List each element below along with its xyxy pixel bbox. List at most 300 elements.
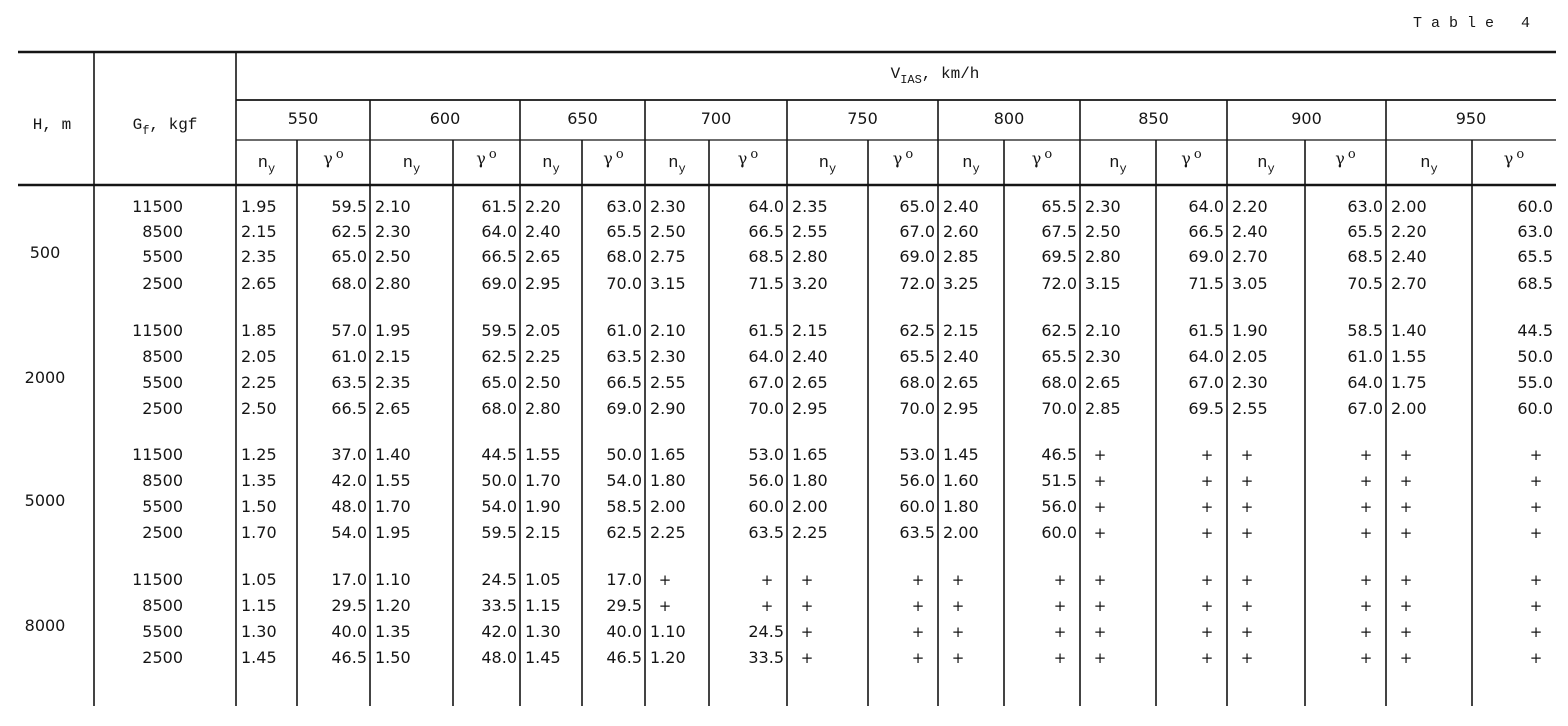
- bank-angle-value: 40.0: [331, 622, 367, 641]
- load-factor-header: $n_y$: [668, 154, 686, 176]
- bank-angle-value: 72.0: [1041, 274, 1077, 293]
- load-factor-value: 2.15: [792, 321, 828, 340]
- load-factor-value: 2.10: [1085, 321, 1121, 340]
- bank-angle-header-sup: o: [1044, 147, 1053, 162]
- load-factor-value: 2.50: [1085, 222, 1121, 241]
- load-factor-na: +: [1399, 649, 1413, 667]
- bank-angle-value: 68.5: [1517, 274, 1553, 293]
- load-factor-value: 2.30: [1232, 373, 1268, 392]
- bank-angle-value: 59.5: [331, 197, 367, 216]
- load-factor-value: 2.95: [525, 274, 561, 293]
- load-factor-header: $n_y$: [1257, 154, 1275, 176]
- load-factor-na: +: [951, 649, 965, 667]
- bank-angle-value: 62.5: [606, 523, 642, 542]
- bank-angle-value: 48.0: [331, 497, 367, 516]
- load-factor-value: 2.55: [650, 373, 686, 392]
- bank-angle-value: 68.0: [606, 247, 642, 266]
- speed-header-600: 600: [429, 109, 461, 128]
- load-factor-value: 1.85: [241, 321, 277, 340]
- bank-angle-value: 50.0: [1517, 347, 1553, 366]
- bank-angle-na: +: [1200, 597, 1214, 615]
- load-factor-na: +: [1240, 649, 1254, 667]
- bank-angle-value: 42.0: [481, 622, 517, 641]
- bank-angle-na: +: [1359, 597, 1373, 615]
- table-label: T a b l e 4: [1412, 15, 1530, 32]
- load-factor-value: 2.05: [241, 347, 277, 366]
- load-factor-value: 2.95: [792, 399, 828, 418]
- bank-angle-value: 61.5: [481, 197, 517, 216]
- load-factor-value: 2.10: [650, 321, 686, 340]
- load-factor-value: 1.10: [650, 622, 686, 641]
- load-factor-value: 1.05: [525, 570, 561, 589]
- bank-angle-header: γ $^o$: [1031, 147, 1053, 168]
- load-factor-value: 2.80: [792, 247, 828, 266]
- altitude-8000: 8000: [24, 616, 66, 635]
- load-factor-value: 1.65: [650, 445, 686, 464]
- load-factor-value: 2.70: [1391, 274, 1427, 293]
- load-factor-na: +: [951, 571, 965, 589]
- bank-angle-value: 67.5: [1041, 222, 1077, 241]
- load-factor-value: 3.25: [943, 274, 979, 293]
- load-factor-value: 2.30: [375, 222, 411, 241]
- bank-angle-value: 54.0: [606, 471, 642, 490]
- load-factor-value: 1.70: [241, 523, 277, 542]
- bank-angle-value: 65.5: [1517, 247, 1553, 266]
- load-factor-value: 1.15: [525, 596, 561, 615]
- bank-angle-value: 24.5: [748, 622, 784, 641]
- load-factor-value: 2.25: [525, 347, 561, 366]
- load-factor-header-sub: y: [413, 162, 421, 176]
- load-factor-value: 1.80: [943, 497, 979, 516]
- load-factor-value: 1.40: [1391, 321, 1427, 340]
- bank-angle-header-sup: o: [1347, 147, 1356, 162]
- bank-angle-value: 68.0: [481, 399, 517, 418]
- bank-angle-header-sup: o: [615, 147, 624, 162]
- load-factor-value: 2.90: [650, 399, 686, 418]
- load-factor-value: 1.95: [375, 321, 411, 340]
- load-factor-value: 1.15: [241, 596, 277, 615]
- bank-angle-value: 60.0: [1041, 523, 1077, 542]
- load-factor-value: 2.95: [943, 399, 979, 418]
- bank-angle-value: 46.5: [1041, 445, 1077, 464]
- load-factor-value: 2.15: [241, 222, 277, 241]
- bank-angle-value: 64.0: [1188, 347, 1224, 366]
- bank-angle-value: 53.0: [748, 445, 784, 464]
- bank-angle-na: +: [1053, 623, 1067, 641]
- load-factor-na: +: [800, 649, 814, 667]
- load-factor-value: 3.15: [650, 274, 686, 293]
- bank-angle-value: 63.5: [899, 523, 935, 542]
- load-factor-header: $n_y$: [542, 154, 560, 176]
- load-factor-value: 2.05: [525, 321, 561, 340]
- bank-angle-na: +: [1529, 597, 1543, 615]
- load-factor-na: +: [1399, 524, 1413, 542]
- weight-value: 8500: [142, 347, 183, 366]
- bank-angle-na: +: [911, 571, 925, 589]
- speed-header-800: 800: [993, 109, 1025, 128]
- load-factor-value: 1.50: [375, 648, 411, 667]
- bank-angle-value: 44.5: [481, 445, 517, 464]
- load-factor-value: 3.15: [1085, 274, 1121, 293]
- load-factor-value: 2.50: [525, 373, 561, 392]
- load-factor-header-sub: y: [1267, 162, 1275, 176]
- bank-angle-value: 70.0: [748, 399, 784, 418]
- weight-value: 11500: [132, 570, 183, 589]
- bank-angle-value: 69.0: [481, 274, 517, 293]
- load-factor-na: +: [1240, 571, 1254, 589]
- bank-angle-value: 58.5: [1347, 321, 1383, 340]
- load-factor-value: 1.05: [241, 570, 277, 589]
- speed-header-950: 950: [1455, 109, 1487, 128]
- load-factor-value: 2.65: [375, 399, 411, 418]
- load-factor-na: +: [800, 571, 814, 589]
- load-factor-value: 2.40: [792, 347, 828, 366]
- bank-angle-value: 70.0: [606, 274, 642, 293]
- bank-angle-value: 68.0: [899, 373, 935, 392]
- bank-angle-na: +: [911, 649, 925, 667]
- bank-angle-value: 70.0: [899, 399, 935, 418]
- bank-angle-na: +: [1200, 623, 1214, 641]
- load-factor-value: 1.90: [1232, 321, 1268, 340]
- load-factor-na: +: [1399, 623, 1413, 641]
- bank-angle-value: 63.0: [1347, 197, 1383, 216]
- speed-header-850: 850: [1138, 109, 1169, 128]
- load-factor-value: 2.30: [650, 347, 686, 366]
- altitude-5000: 5000: [24, 491, 66, 510]
- speed-header-900: 900: [1291, 109, 1322, 128]
- bank-angle-na: +: [1529, 623, 1543, 641]
- load-factor-value: 2.70: [1232, 247, 1268, 266]
- weight-value: 2500: [142, 399, 183, 418]
- load-factor-value: 2.05: [1232, 347, 1268, 366]
- load-factor-value: 2.85: [1085, 399, 1121, 418]
- load-factor-na: +: [1240, 524, 1254, 542]
- bank-angle-value: 17.0: [606, 570, 642, 589]
- bank-angle-value: 69.0: [1188, 247, 1224, 266]
- bank-angle-na: +: [1053, 597, 1067, 615]
- bank-angle-value: 56.0: [748, 471, 784, 490]
- bank-angle-value: 63.5: [331, 373, 367, 392]
- load-factor-value: 2.35: [792, 197, 828, 216]
- weight-value: 8500: [142, 596, 183, 615]
- load-factor-value: 1.95: [375, 523, 411, 542]
- header-speed-sub-tail: , km/h: [921, 65, 980, 83]
- load-factor-na: +: [951, 623, 965, 641]
- load-factor-na: +: [1093, 649, 1107, 667]
- bank-angle-na: +: [1200, 649, 1214, 667]
- bank-angle-na: +: [1053, 649, 1067, 667]
- load-factor-value: 2.30: [650, 197, 686, 216]
- bank-angle-value: 57.0: [331, 321, 367, 340]
- bank-angle-header-sup: o: [905, 147, 914, 162]
- bank-angle-value: 67.0: [1188, 373, 1224, 392]
- bank-angle-value: 69.0: [899, 247, 935, 266]
- bank-angle-value: 51.5: [1041, 471, 1077, 490]
- load-factor-na: +: [658, 597, 672, 615]
- load-factor-value: 1.30: [525, 622, 561, 641]
- load-factor-value: 2.50: [650, 222, 686, 241]
- weight-value: 11500: [132, 445, 183, 464]
- bank-angle-na: +: [1359, 472, 1373, 490]
- load-factor-value: 1.55: [525, 445, 561, 464]
- bank-angle-na: +: [1359, 446, 1373, 464]
- bank-angle-header: γ $^o$: [323, 147, 344, 168]
- bank-angle-header-sup: o: [750, 147, 759, 162]
- weight-value: 5500: [142, 373, 183, 392]
- load-factor-value: 1.80: [650, 471, 686, 490]
- weight-value: 8500: [142, 222, 183, 241]
- bank-angle-na: +: [1529, 446, 1543, 464]
- header-speed: $V_{IAS}$, km/h: [890, 65, 980, 87]
- bank-angle-header-sup: o: [488, 147, 497, 162]
- bank-angle-na: +: [911, 623, 925, 641]
- load-factor-value: 2.40: [1232, 222, 1268, 241]
- load-factor-na: +: [1240, 498, 1254, 516]
- bank-angle-value: 48.0: [481, 648, 517, 667]
- load-factor-value: 1.35: [375, 622, 411, 641]
- load-factor-value: 2.55: [792, 222, 828, 241]
- load-factor-na: +: [1399, 571, 1413, 589]
- bank-angle-header: γ $^o$: [892, 147, 914, 168]
- load-factor-value: 2.40: [943, 347, 979, 366]
- load-factor-value: 2.00: [792, 497, 828, 516]
- bank-angle-value: 29.5: [606, 596, 642, 615]
- bank-angle-value: 64.0: [481, 222, 517, 241]
- bank-angle-value: 61.0: [1347, 347, 1383, 366]
- load-factor-value: 2.80: [525, 399, 561, 418]
- bank-angle-value: 59.5: [481, 523, 517, 542]
- bank-angle-header: γ $^o$: [1503, 147, 1525, 168]
- bank-angle-value: 53.0: [899, 445, 935, 464]
- speed-header-650: 650: [567, 109, 598, 128]
- altitude-2000: 2000: [24, 368, 66, 387]
- bank-angle-value: 33.5: [481, 596, 517, 615]
- load-factor-value: 2.65: [525, 247, 561, 266]
- load-factor-value: 2.00: [1391, 197, 1427, 216]
- load-factor-value: 2.50: [241, 399, 277, 418]
- load-factor-value: 1.75: [1391, 373, 1427, 392]
- bank-angle-header: γ $^o$: [603, 147, 624, 168]
- bank-angle-na: +: [1529, 472, 1543, 490]
- bank-angle-value: 61.0: [606, 321, 642, 340]
- load-factor-header: $n_y$: [962, 154, 980, 176]
- bank-angle-value: 56.0: [1041, 497, 1077, 516]
- load-factor-na: +: [1093, 446, 1107, 464]
- bank-angle-value: 64.0: [748, 347, 784, 366]
- bank-angle-na: +: [1200, 472, 1214, 490]
- bank-angle-value: 60.0: [1517, 399, 1553, 418]
- bank-angle-value: 66.5: [331, 399, 367, 418]
- bank-angle-value: 54.0: [331, 523, 367, 542]
- bank-angle-value: 65.5: [1347, 222, 1383, 241]
- load-factor-value: 1.20: [375, 596, 411, 615]
- load-factor-na: +: [1399, 597, 1413, 615]
- load-factor-value: 2.20: [1391, 222, 1427, 241]
- load-factor-value: 2.15: [943, 321, 979, 340]
- load-factor-header-sub: y: [1430, 162, 1438, 176]
- load-factor-na: +: [1093, 571, 1107, 589]
- load-factor-value: 1.90: [525, 497, 561, 516]
- bank-angle-na: +: [1529, 498, 1543, 516]
- load-factor-value: 2.15: [525, 523, 561, 542]
- load-factor-value: 2.15: [375, 347, 411, 366]
- load-factor-na: +: [1093, 597, 1107, 615]
- bank-angle-na: +: [1200, 524, 1214, 542]
- load-factor-na: +: [1093, 524, 1107, 542]
- bank-angle-value: 63.5: [606, 347, 642, 366]
- header-weight-sub: f: [142, 124, 150, 138]
- bank-angle-value: 68.5: [1347, 247, 1383, 266]
- bank-angle-na: +: [1053, 571, 1067, 589]
- bank-angle-value: 67.0: [1347, 399, 1383, 418]
- bank-angle-value: 70.5: [1347, 274, 1383, 293]
- bank-angle-value: 62.5: [899, 321, 935, 340]
- load-factor-value: 2.80: [375, 274, 411, 293]
- load-factor-na: +: [1240, 446, 1254, 464]
- bank-angle-value: 65.5: [1041, 347, 1077, 366]
- load-factor-value: 1.50: [241, 497, 277, 516]
- load-factor-na: +: [951, 597, 965, 615]
- bank-angle-value: 60.0: [748, 497, 784, 516]
- bank-angle-header: γ $^o$: [1181, 147, 1202, 168]
- load-factor-value: 2.85: [943, 247, 979, 266]
- weight-value: 5500: [142, 622, 183, 641]
- load-factor-header: $n_y$: [402, 154, 421, 176]
- bank-angle-value: 69.0: [606, 399, 642, 418]
- bank-angle-value: 37.0: [331, 445, 367, 464]
- weight-value: 5500: [142, 247, 183, 266]
- load-factor-na: +: [1093, 623, 1107, 641]
- weight-value: 2500: [142, 648, 183, 667]
- table-body: [25, 197, 1553, 667]
- bank-angle-na: +: [1359, 571, 1373, 589]
- load-factor-header: $n_y$: [1109, 154, 1127, 176]
- bank-angle-value: 68.0: [331, 274, 367, 293]
- bank-angle-value: 65.5: [1041, 197, 1077, 216]
- weight-value: 2500: [142, 523, 183, 542]
- bank-angle-header-sup: o: [335, 147, 344, 162]
- load-factor-value: 1.45: [525, 648, 561, 667]
- load-factor-value: 1.20: [650, 648, 686, 667]
- bank-angle-value: 70.0: [1041, 399, 1077, 418]
- bank-angle-value: 58.5: [606, 497, 642, 516]
- load-factor-value: 1.70: [375, 497, 411, 516]
- bank-angle-na: +: [1359, 498, 1373, 516]
- load-factor-na: +: [1399, 446, 1413, 464]
- bank-angle-value: 67.0: [899, 222, 935, 241]
- bank-angle-value: 44.5: [1517, 321, 1553, 340]
- bank-angle-value: 63.5: [748, 523, 784, 542]
- bank-angle-value: 54.0: [481, 497, 517, 516]
- bank-angle-value: 61.0: [331, 347, 367, 366]
- bank-angle-value: 66.5: [1188, 222, 1224, 241]
- header-weight: $G_f$, kgf: [132, 116, 198, 138]
- load-factor-value: 2.55: [1232, 399, 1268, 418]
- load-factor-header-sub: y: [678, 162, 686, 176]
- table-header: [33, 65, 1525, 176]
- weight-value: 5500: [142, 497, 183, 516]
- bank-angle-value: 61.5: [748, 321, 784, 340]
- bank-angle-value: 66.5: [606, 373, 642, 392]
- load-factor-na: +: [800, 597, 814, 615]
- bank-angle-na: +: [1529, 649, 1543, 667]
- load-factor-value: 2.40: [943, 197, 979, 216]
- bank-angle-value: 72.0: [899, 274, 935, 293]
- bank-angle-value: 69.5: [1041, 247, 1077, 266]
- load-factor-value: 2.75: [650, 247, 686, 266]
- bank-angle-value: 66.5: [481, 247, 517, 266]
- bank-angle-value: 62.5: [481, 347, 517, 366]
- load-factor-value: 2.30: [1085, 347, 1121, 366]
- load-factor-value: 3.05: [1232, 274, 1268, 293]
- load-factor-value: 2.35: [375, 373, 411, 392]
- bank-angle-value: 63.0: [606, 197, 642, 216]
- bank-angle-value: 64.0: [1188, 197, 1224, 216]
- bank-angle-value: 64.0: [1347, 373, 1383, 392]
- load-factor-value: 1.60: [943, 471, 979, 490]
- bank-angle-na: +: [760, 597, 774, 615]
- load-factor-value: 2.60: [943, 222, 979, 241]
- bank-angle-value: 62.5: [1041, 321, 1077, 340]
- header-weight-sub-tail: , kgf: [149, 116, 198, 134]
- bank-angle-na: +: [1359, 524, 1373, 542]
- speed-header-750: 750: [847, 109, 878, 128]
- bank-angle-na: +: [1529, 571, 1543, 589]
- altitude-500: 500: [29, 243, 61, 262]
- bank-angle-value: 68.0: [1041, 373, 1077, 392]
- load-factor-value: 2.00: [650, 497, 686, 516]
- load-factor-value: 2.00: [1391, 399, 1427, 418]
- load-factor-value: 1.30: [241, 622, 277, 641]
- load-factor-na: +: [1240, 623, 1254, 641]
- load-factor-value: 2.10: [375, 197, 411, 216]
- bank-angle-header: γ $^o$: [476, 147, 497, 168]
- header-altitude: H, m: [32, 116, 72, 134]
- load-factor-na: +: [1093, 472, 1107, 490]
- bank-angle-value: 66.5: [748, 222, 784, 241]
- load-factor-value: 1.45: [241, 648, 277, 667]
- header-speed-sub: IAS: [900, 73, 922, 87]
- bank-angle-na: +: [1359, 623, 1373, 641]
- load-factor-value: 1.10: [375, 570, 411, 589]
- bank-angle-na: +: [760, 571, 774, 589]
- bank-angle-value: 17.0: [331, 570, 367, 589]
- load-factor-value: 2.50: [375, 247, 411, 266]
- load-factor-value: 2.25: [241, 373, 277, 392]
- load-factor-value: 2.35: [241, 247, 277, 266]
- load-factor-header: $n_y$: [257, 154, 276, 176]
- load-factor-header-sub: y: [552, 162, 560, 176]
- bank-angle-value: 29.5: [331, 596, 367, 615]
- bank-angle-value: 55.0: [1517, 373, 1553, 392]
- load-factor-value: 2.25: [650, 523, 686, 542]
- load-factor-value: 1.40: [375, 445, 411, 464]
- bank-angle-value: 62.5: [331, 222, 367, 241]
- load-factor-value: 2.20: [525, 197, 561, 216]
- load-factor-value: 2.40: [1391, 247, 1427, 266]
- bank-angle-value: 65.5: [606, 222, 642, 241]
- load-factor-na: +: [658, 571, 672, 589]
- bank-angle-value: 46.5: [331, 648, 367, 667]
- load-factor-value: 1.65: [792, 445, 828, 464]
- load-factor-value: 2.80: [1085, 247, 1121, 266]
- bank-angle-value: 67.0: [748, 373, 784, 392]
- bank-angle-value: 40.0: [606, 622, 642, 641]
- bank-angle-value: 60.0: [1517, 197, 1553, 216]
- load-factor-value: 2.00: [943, 523, 979, 542]
- bank-angle-value: 71.5: [1188, 274, 1224, 293]
- bank-angle-na: +: [911, 597, 925, 615]
